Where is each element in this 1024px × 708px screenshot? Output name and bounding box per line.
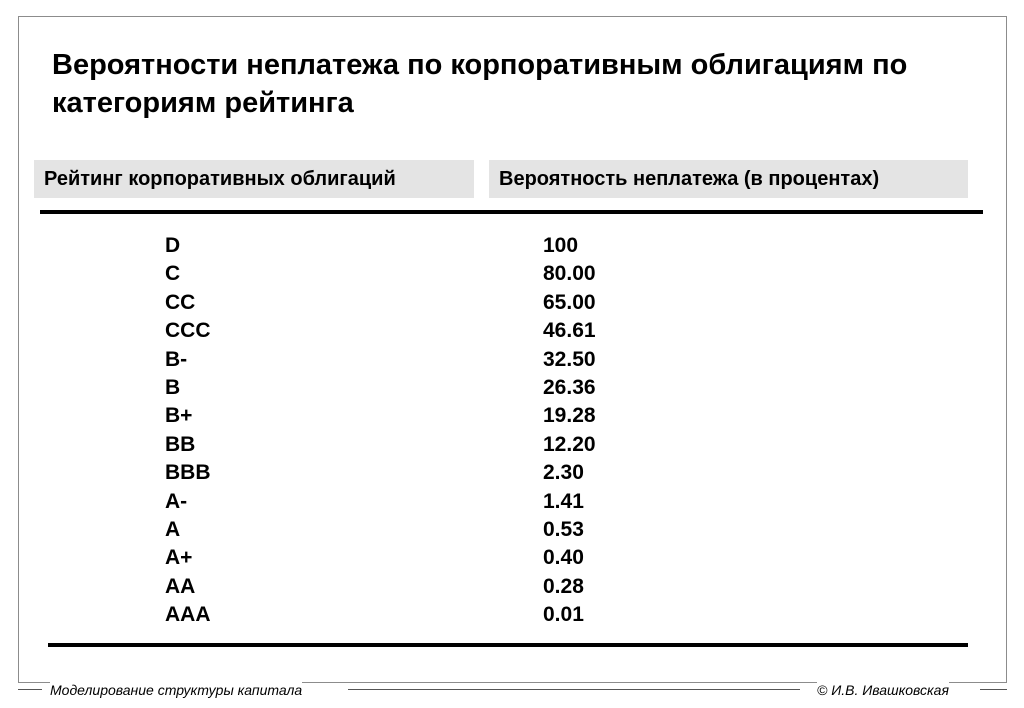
rating-cell: AA (165, 574, 196, 598)
table-row (0, 516, 1024, 544)
table-top-rule (40, 210, 983, 214)
table-row (0, 573, 1024, 601)
probability-cell: 80.00 (543, 262, 596, 286)
table-row (0, 544, 1024, 572)
rating-cell: B+ (165, 404, 193, 428)
rating-cell: BBB (165, 461, 211, 485)
table-row (0, 431, 1024, 459)
probability-cell: 46.61 (543, 319, 596, 343)
table-row (0, 346, 1024, 374)
table-row (0, 317, 1024, 345)
rating-cell: CCC (165, 319, 211, 343)
probability-cell: 19.28 (543, 404, 596, 428)
probability-cell: 0.40 (543, 546, 584, 570)
table-row (0, 601, 1024, 629)
table-bottom-rule (48, 643, 968, 647)
probability-cell: 1.41 (543, 489, 584, 513)
column-header-rating: Рейтинг корпоративных облигаций (34, 160, 474, 198)
rating-cell: A- (165, 489, 188, 513)
rating-cell: AAA (165, 603, 211, 627)
probability-cell: 0.28 (543, 574, 584, 598)
probability-cell: 0.53 (543, 517, 584, 541)
probability-cell: 32.50 (543, 347, 596, 371)
table-row (0, 289, 1024, 317)
rating-cell: CC (165, 290, 196, 314)
rating-cell: D (165, 234, 181, 257)
footer-divider (348, 689, 800, 690)
probability-cell: 12.20 (543, 432, 596, 456)
rating-cell: C (165, 262, 181, 286)
table-body (0, 232, 1024, 629)
footer (0, 678, 1024, 702)
table-row (0, 232, 1024, 260)
table-row (0, 260, 1024, 288)
table-row (0, 488, 1024, 516)
probability-cell: 26.36 (543, 375, 596, 399)
footer-divider (980, 689, 1007, 690)
rating-cell: B (165, 375, 181, 399)
rating-cell: BB (165, 432, 196, 456)
probability-cell: 0.01 (543, 603, 584, 627)
footer-divider (18, 689, 42, 690)
page-title: Вероятности неплатежа по корпоративным облигациям по категориям рейтинга (52, 49, 908, 119)
table-row (0, 374, 1024, 402)
table-row (0, 459, 1024, 487)
rating-cell: A+ (165, 546, 193, 570)
column-header-probability: Вероятность неплатежа (в процентах) (489, 160, 968, 198)
probability-cell: 100 (543, 234, 579, 257)
rating-cell: B- (165, 347, 188, 371)
footer-course-title: Моделирование структуры капитала (50, 682, 303, 698)
probability-cell: 2.30 (543, 461, 584, 485)
probability-cell: 65.00 (543, 290, 596, 314)
table-row (0, 402, 1024, 430)
footer-copyright: © И.В. Ивашковская (817, 682, 949, 698)
rating-cell: A (165, 517, 181, 541)
